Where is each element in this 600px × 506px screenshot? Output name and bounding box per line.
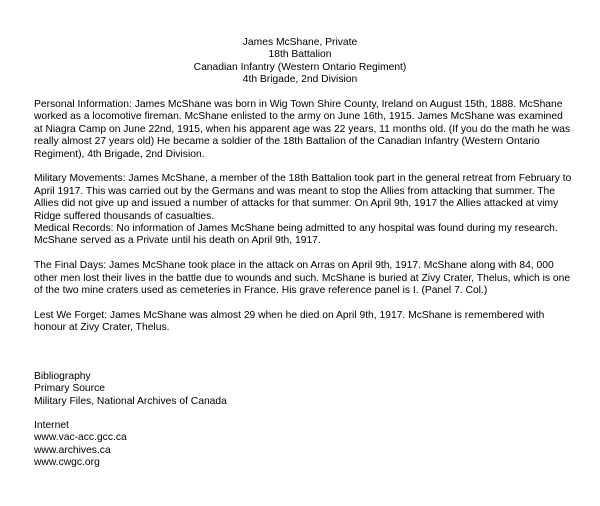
lest-we-forget-paragraph: Lest We Forget: James McShane was almost 29 when he died on April 9th, 1917. McShane is remembered with honour at Zivy Crater, Thelus. [34,309,545,334]
primary-source-heading: Primary Source [34,383,105,395]
bibliography-section [34,371,574,408]
medical-records-paragraph: Medical Records: No information of James McShane being admitted to any hospital was found during my research. McShane served as a Private until his death on April 9th, 1917. [34,223,558,247]
battalion-line: 18th Battalion [268,49,332,61]
document-header [0,37,600,87]
brigade-line: 4th Brigade, 2nd Division [242,74,358,86]
document-body [34,99,574,335]
internet-section [34,420,574,470]
military-movements-paragraph: Military Movements: James McShane, a member of the 18th Battalion took part in the general retreat from February to April 1917. This was carried out by the Germans and was meant to stop the Allies from attacking that summer. The Allies did not give up and issued a number of attacks for that summer. On April 9th, 1917 the Allies attacked at vimy Ridge suffered thousands of casualties. [34,173,572,222]
regiment-line: Canadian Infantry (Western Ontario Regiment) [193,61,407,73]
personal-information-paragraph: Personal Information: James McShane was born in Wig Town Shire County, Ireland on August 15th, 1888. McShane worked as a locomotive fireman. McShane enlisted to the army on June 16th, 1915. James McShane was examined at Niagra Camp on June 22nd, 1915, when his apparent age was 22 years, 11 months old. (If you do the math he was really almost 27 years old) He became a soldier of the 18th Battalion of the Canadian Infantry (Western Ontario Regiment), 4th Brigade, 2nd Division. [34,99,571,160]
internet-heading: Internet [34,420,69,431]
primary-source-entry: Military Files, National Archives of Canada [34,395,227,407]
bibliography-heading: Bibliography [34,371,91,382]
internet-link-cwgc: www.cwgc.org [34,457,100,469]
internet-link-archives: www.archives.ca [34,444,111,456]
name-rank-line: James McShane, Private [242,37,358,48]
final-days-paragraph: The Final Days: James McShane took place in the attack on Arras on April 9th, 1917. McShane along with 84, 000 other men lost their lives in the battle due to wounds and such. McShane is buried at Zivy Crater, Thelus, which is one of the two mine craters used as cemeteries in France. His grave reference panel is I. (Panel 7. Col.) [34,260,571,297]
internet-link-vac: www.vac-acc.gcc.ca [34,432,127,444]
